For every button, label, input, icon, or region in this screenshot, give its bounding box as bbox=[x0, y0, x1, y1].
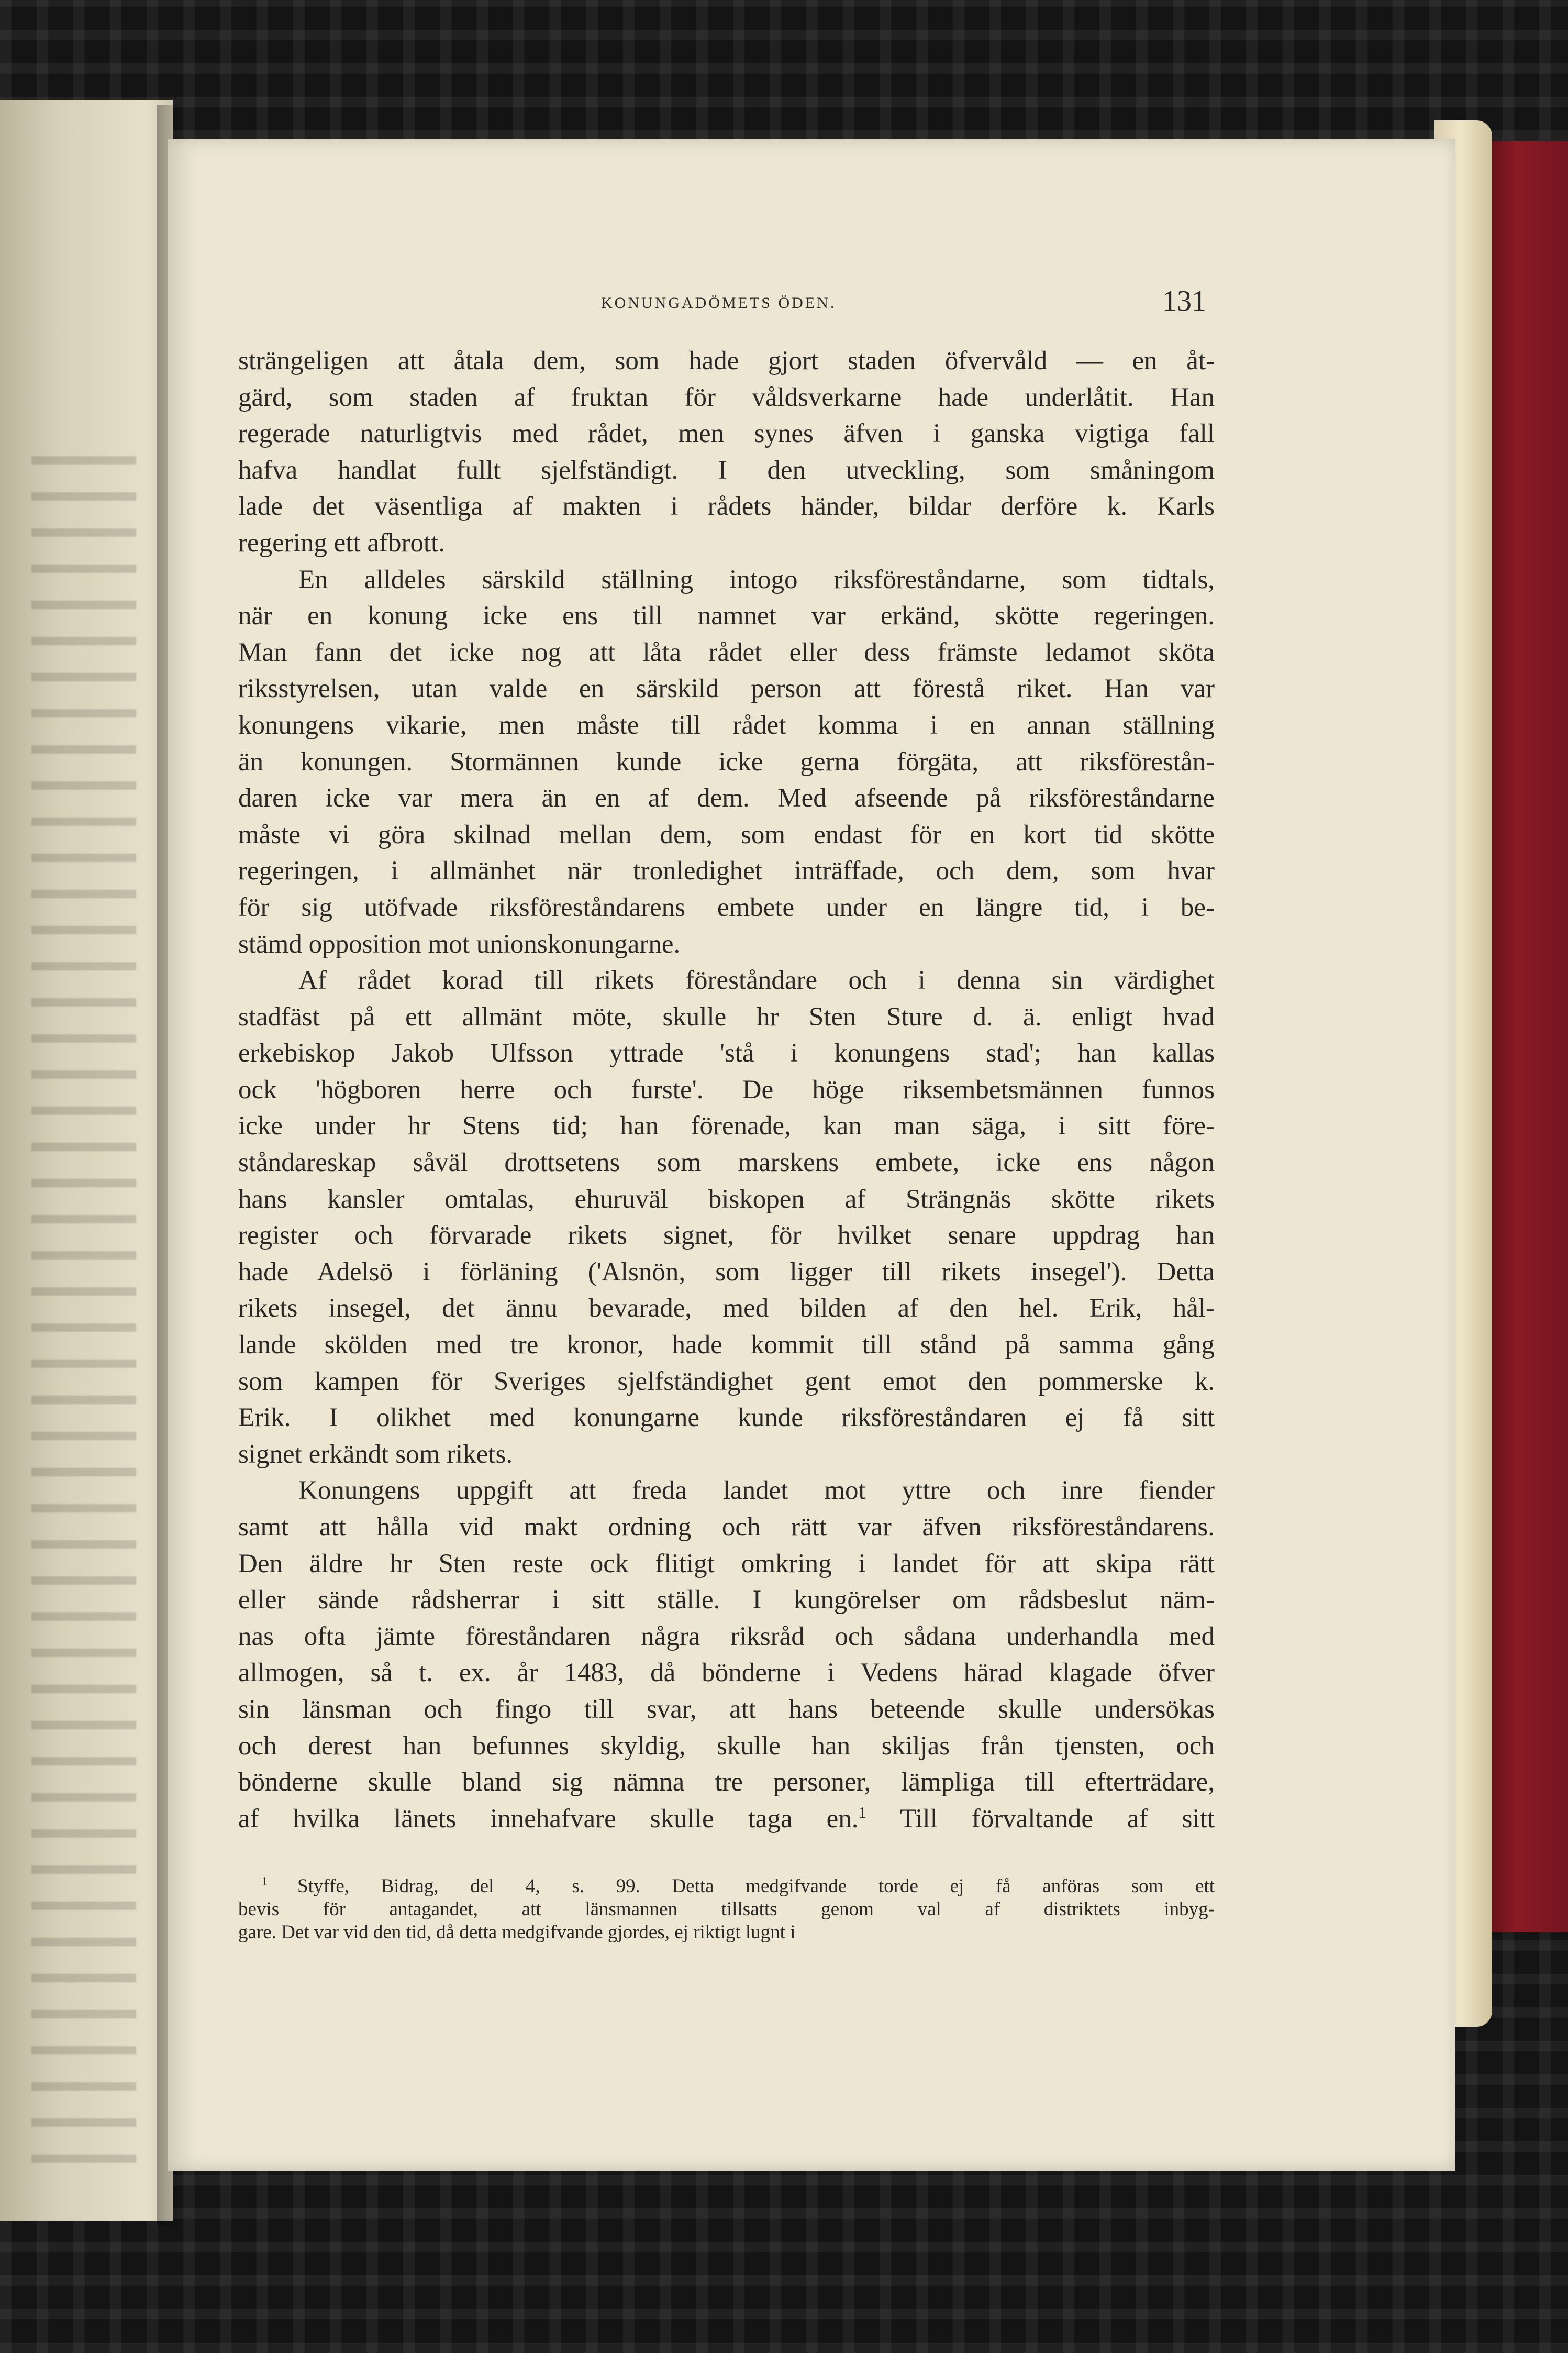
text-line: daren icke var mera än en af dem. Med afseende på riksföreståndarne bbox=[238, 783, 1215, 813]
footnote-line: gare. Det var vid den tid, då detta medgifvande gjordes, ej riktigt lugnt i bbox=[238, 1921, 796, 1943]
text-line: lande skölden med tre kronor, hade kommit till stånd på samma gång bbox=[238, 1330, 1215, 1360]
text-line: hade Adelsö i förläning ('Alsnön, som ligger till rikets insegel'). Detta bbox=[238, 1257, 1215, 1287]
text-line: gärd, som staden af fruktan för våldsverkarne hade underlåtit. Han bbox=[238, 382, 1215, 412]
text-line: hans kansler omtalas, ehuruväl biskopen af Strängnäs skötte rikets bbox=[238, 1184, 1215, 1214]
text-line: hafva handlat fullt sjelfständigt. I den utveckling, som småningom bbox=[238, 455, 1215, 485]
text-line: register och förvarade rikets signet, för hvilket senare uppdrag han bbox=[238, 1221, 1215, 1251]
page-number: 131 bbox=[1162, 285, 1206, 317]
text-line: strängeligen att åtala dem, som hade gjort staden öfvervåld — en åt- bbox=[238, 346, 1215, 375]
text-line: regeringen, i allmänhet när tronledighet inträffade, och dem, som hvar bbox=[238, 856, 1215, 886]
body-text bbox=[238, 343, 1215, 1837]
text-line: rikets insegel, det ännu bevarade, med bilden af den hel. Erik, hål- bbox=[238, 1294, 1215, 1323]
text-line: nas ofta jämte föreståndaren några riksråd och sådana underhandla med bbox=[238, 1621, 1215, 1651]
footnote-ref: 1 bbox=[858, 1803, 866, 1821]
text-line: när en konung icke ens till namnet var erkänd, skötte regeringen. bbox=[238, 601, 1215, 631]
text-line: Man fann det icke nog att låta rådet eller dess främste ledamot sköta bbox=[238, 637, 1215, 667]
book-cover-red bbox=[1482, 141, 1568, 1932]
text-line: signet erkändt som rikets. bbox=[238, 1439, 513, 1469]
text-line: bönderne skulle bland sig nämna tre personer, lämpliga till efterträdare, bbox=[238, 1767, 1215, 1797]
text-line: regerade naturligtvis med rådet, men synes äfven i ganska vigtiga fall bbox=[238, 419, 1215, 449]
text-line: konungens vikarie, men måste till rådet komma i en annan ställning bbox=[238, 710, 1215, 740]
text-line: regering ett afbrott. bbox=[238, 528, 446, 558]
text-line: ock 'högboren herre och furste'. De höge riksembetsmännen funnos bbox=[238, 1075, 1215, 1104]
footnote-line: $^1$ Styffe, Bidrag, del 4, s. 99. Detta medgifvande torde ej få anföras som ett bbox=[262, 1875, 1215, 1897]
text-line: sin länsman och fingo till svar, att hans beteende skulle undersökas bbox=[238, 1694, 1215, 1724]
text-line: och derest han befunnes skyldig, skulle han skiljas från tjensten, och bbox=[238, 1731, 1215, 1761]
facing-page-text-blur bbox=[31, 435, 136, 2163]
text-line: af hvilka länets innehafvare skulle taga en.$^1$ Till förvaltande af sitt bbox=[238, 1803, 1215, 1833]
text-line: samt att hålla vid makt ordning och rätt var äfven riksföreståndarens. bbox=[238, 1512, 1215, 1542]
text-line: för sig utöfvade riksföreståndarens embete under en längre tid, i be- bbox=[238, 892, 1215, 922]
text-line: stadfäst på ett allmänt möte, skulle hr Sten Sture d. ä. enligt hvad bbox=[238, 1002, 1215, 1032]
text-line: En alldeles särskild ställning intogo riksföreståndarne, som tidtals, bbox=[298, 565, 1215, 594]
text-line: Af rådet korad till rikets föreståndare och i denna sin värdighet bbox=[298, 966, 1215, 996]
footnote-marker: 1 bbox=[262, 1875, 297, 1888]
text-line: allmogen, så t. ex. år 1483, då bönderne i Vedens härad klagade öfver bbox=[238, 1658, 1215, 1688]
text-line: eller sände rådsherrar i sitt ställe. I kungörelser om rådsbeslut näm- bbox=[238, 1585, 1215, 1615]
running-title: KONUNGADÖMETS ÖDEN. bbox=[601, 294, 837, 312]
facing-page bbox=[0, 100, 173, 2221]
text-line: Konungens uppgift att freda landet mot yttre och inre fiender bbox=[298, 1476, 1215, 1506]
text-line: Den äldre hr Sten reste ock flitigt omkring i landet för att skipa rätt bbox=[238, 1549, 1215, 1578]
text-line: ståndareskap såväl drottsetens som marskens embete, icke ens någon bbox=[238, 1148, 1215, 1178]
text-line: erkebiskop Jakob Ulfsson yttrade 'stå i konungens stad'; han kallas bbox=[238, 1039, 1215, 1068]
text-line: stämd opposition mot unionskonungarne. bbox=[238, 929, 681, 959]
text-line: riksstyrelsen, utan valde en särskild person att förestå riket. Han var bbox=[238, 674, 1215, 704]
footnote-line: bevis för antagandet, att länsmannen tillsatts genom val af distriktets inbyg- bbox=[238, 1898, 1215, 1920]
text-line: som kampen för Sveriges sjelfständighet gent emot den pommerske k. bbox=[238, 1366, 1215, 1396]
footnote bbox=[238, 1875, 1215, 1944]
text-line: icke under hr Stens tid; han förenade, kan man säga, i sitt före- bbox=[238, 1111, 1215, 1141]
text-line: än konungen. Stormännen kunde icke gerna förgäta, att riksförestån- bbox=[238, 747, 1215, 777]
text-line: Erik. I olikhet med konungarne kunde riksföreståndaren ej få sitt bbox=[238, 1403, 1215, 1433]
text-line: måste vi göra skilnad mellan dem, som endast för en kort tid skötte bbox=[238, 820, 1215, 849]
text-line: lade det väsentliga af makten i rådets händer, bildar derföre k. Karls bbox=[238, 492, 1215, 522]
